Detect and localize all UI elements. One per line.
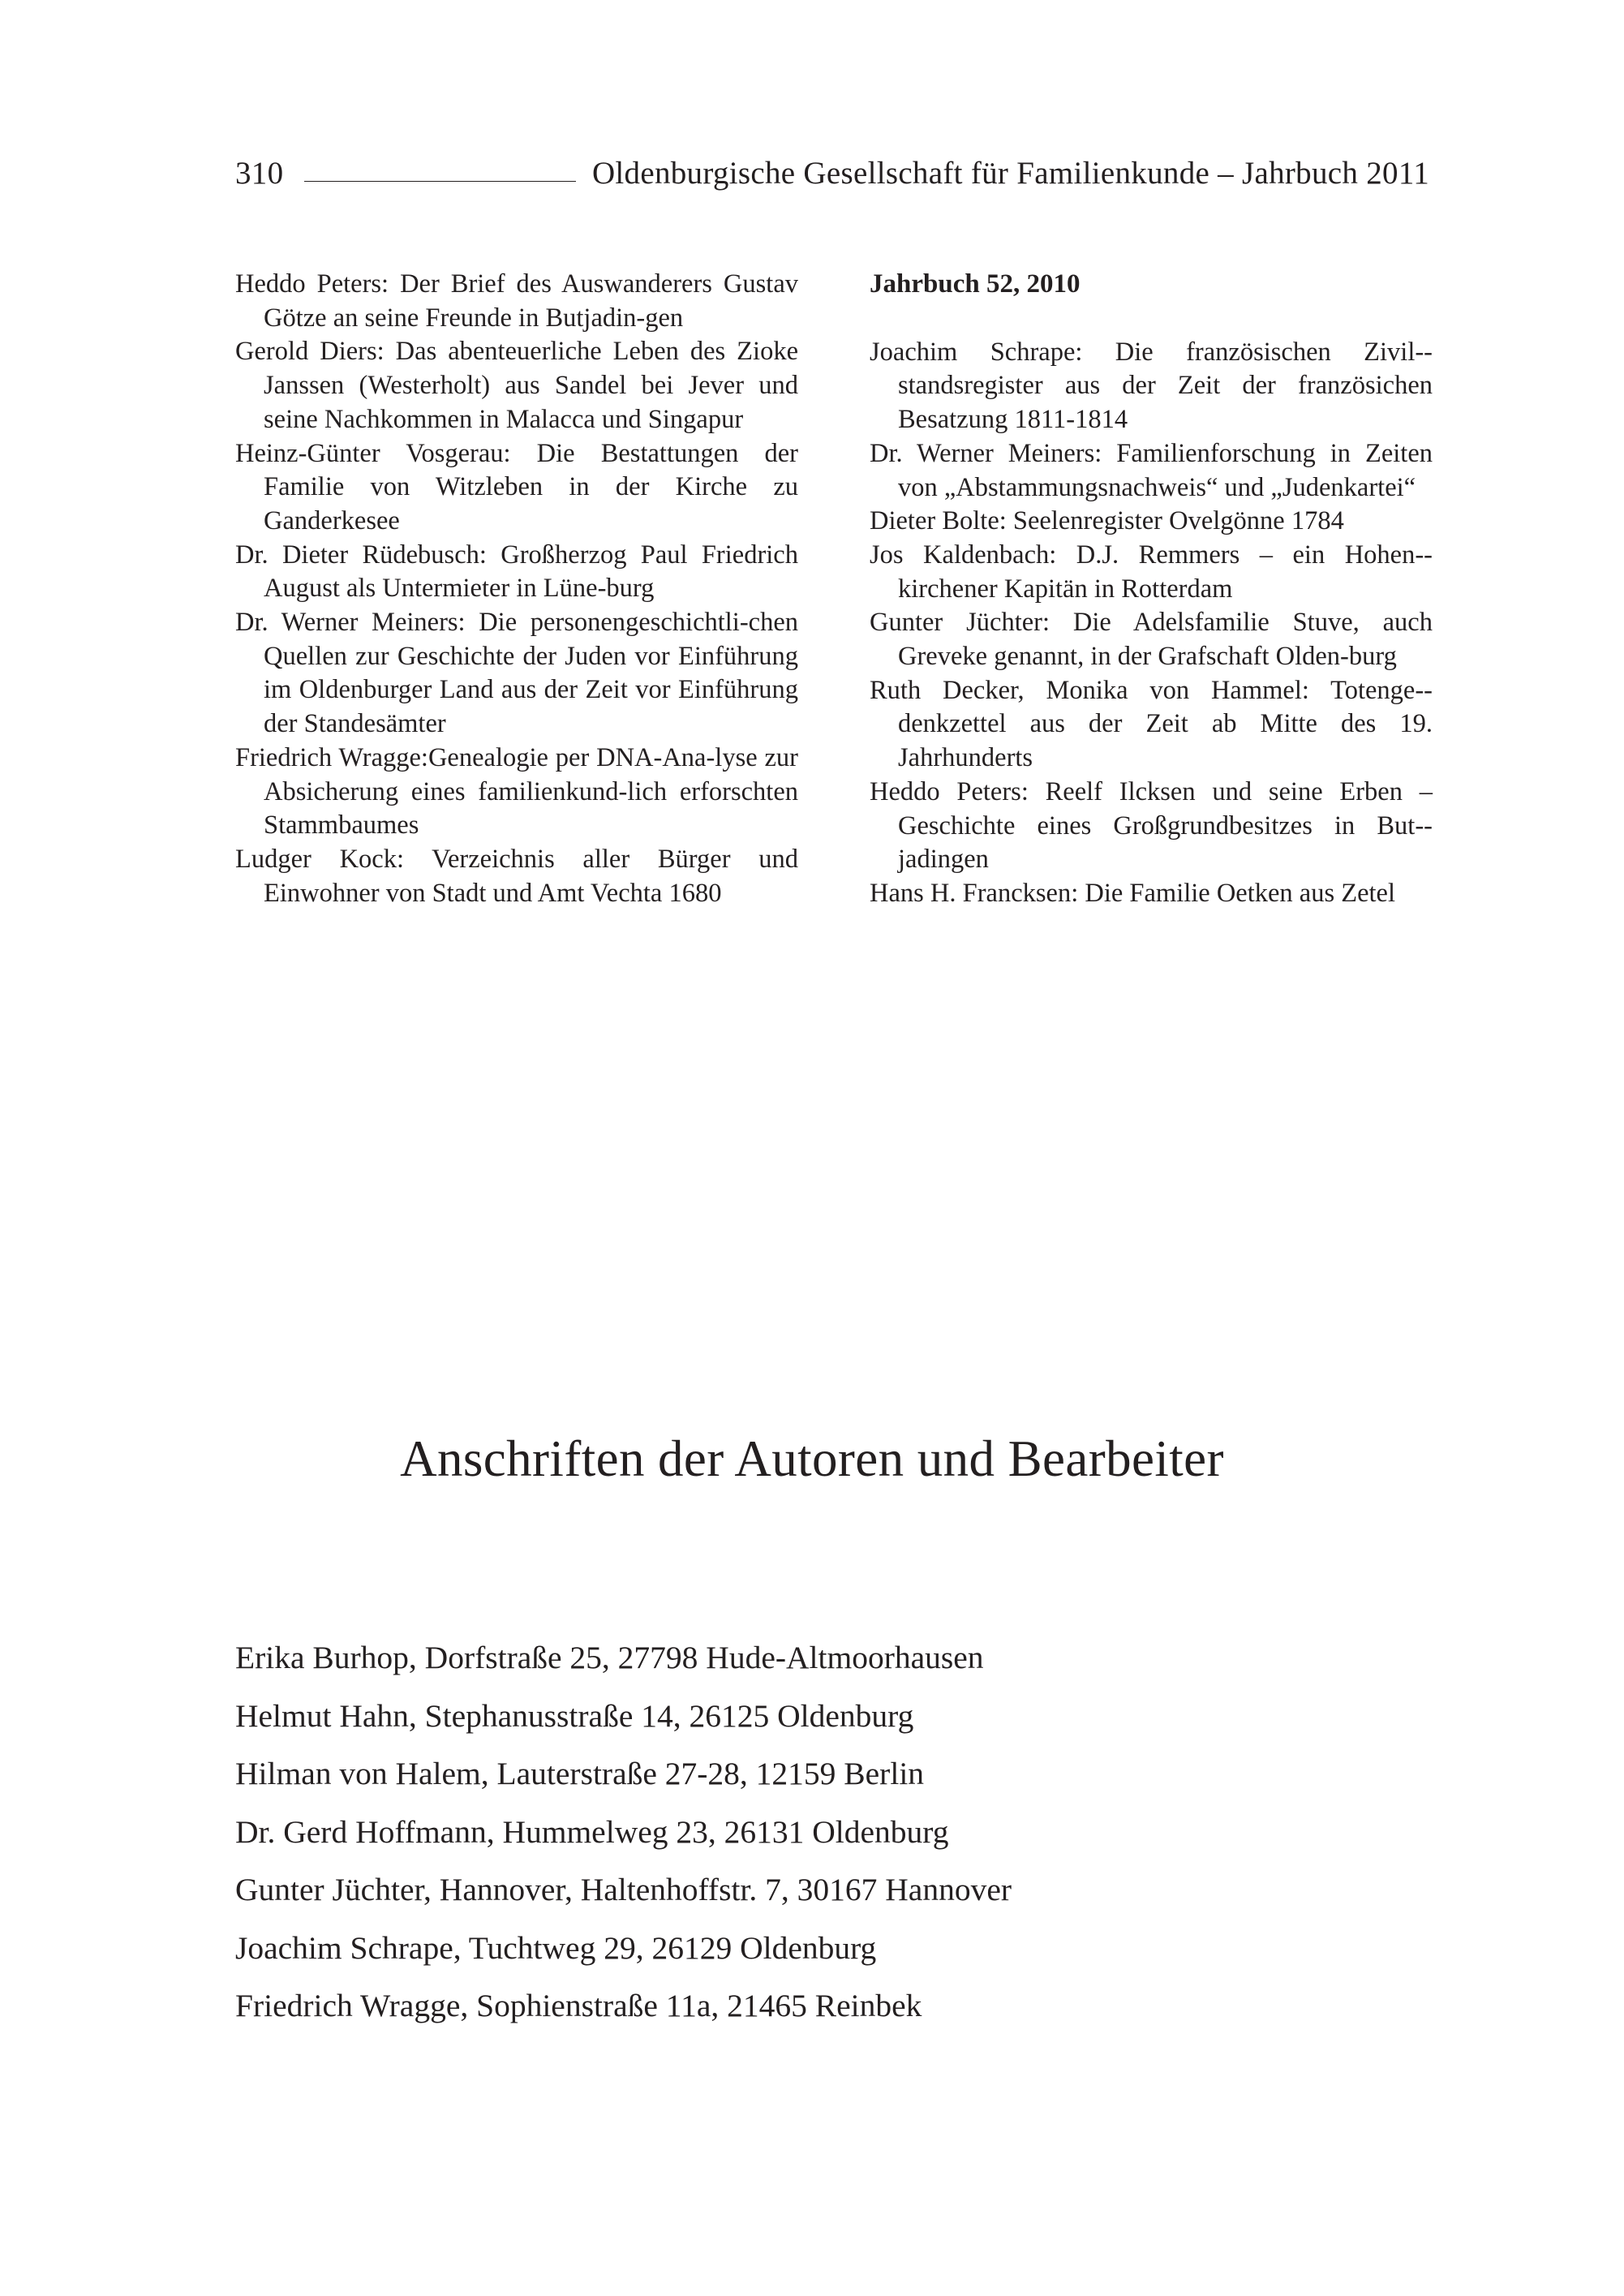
author-address: Friedrich Wragge, Sophienstraße 11a, 21465 Reinbek — [235, 1988, 922, 2023]
bibliography-entry: Gerold Diers: Das abenteuerliche Leben des Zioke Janssen (Westerholt) aus Sandel bei Jever und seine Nachkommen in Malacca und Singapur — [235, 337, 798, 434]
bibliography-entry: Ruth Decker, Monika von Hammel: Totenge-denkzettel aus der Zeit ab Mitte des 19. Jahrhunderts — [870, 675, 1433, 773]
bibliography-entry: Dr. Werner Meiners: Die personengeschichtli-chen Quellen zur Geschichte der Juden vor Einführung im Oldenburger Land aus der Zeit vor Einführung der Standesämter — [235, 608, 798, 739]
bibliography-entry: Joachim Schrape: Die französischen Zivil-standsregister aus der Zeit der französichen Besatzung 1811-1814 — [870, 337, 1433, 435]
header-rule — [304, 181, 576, 182]
running-head — [235, 151, 1429, 196]
bibliography-entry: Heddo Peters: Reelf Ilcksen und seine Erben – Geschichte eines Großgrundbesitzes in But-jadingen — [870, 776, 1433, 875]
yearbook-heading: Jahrbuch 52, 2010 — [870, 269, 1081, 299]
bibliography-entry: Jos Kaldenbach: D.J. Remmers – ein Hohen-kirchener Kapitän in Rotterdam — [870, 540, 1433, 604]
bibliography-entry: Ludger Kock: Verzeichnis aller Bürger und Einwohner von Stadt und Amt Vechta 1680 — [235, 844, 798, 908]
bibliography-entry: Heddo Peters: Der Brief des Auswanderers Gustav Götze an seine Freunde in Butjadin-gen — [235, 269, 798, 333]
bibliography-entry: Dr. Dieter Rüdebusch: Großherzog Paul Friedrich August als Untermieter in Lüne-burg — [235, 540, 798, 604]
author-address: Gunter Jüchter, Hannover, Haltenhoffstr. 7, 30167 Hannover — [235, 1872, 1012, 1907]
author-address: Helmut Hahn, Stephanusstraße 14, 26125 Oldenburg — [235, 1697, 914, 1734]
author-address: Dr. Gerd Hoffmann, Hummelweg 23, 26131 Oldenburg — [235, 1813, 949, 1850]
bibliography-entry: Hans H. Francksen: Die Familie Oetken aus Zetel — [870, 878, 1396, 908]
author-address: Joachim Schrape, Tuchtweg 29, 26129 Oldenburg — [235, 1929, 877, 1966]
author-address: Erika Burhop, Dorfstraße 25, 27798 Hude-Altmoorhausen — [235, 1640, 984, 1675]
bibliography-entry: Gunter Jüchter: Die Adelsfamilie Stuve, auch Greveke genannt, in der Grafschaft Olden-burg — [870, 608, 1433, 672]
author-address: Hilman von Halem, Lauterstraße 27-28, 12159 Berlin — [235, 1756, 925, 1791]
bibliography-entry: Heinz-Günter Vosgerau: Die Bestattungen der Familie von Witzleben in der Kirche zu Ganderkesee — [235, 438, 798, 535]
journal-title: Oldenburgische Gesellschaft für Familienkunde – Jahrbuch 2011 — [591, 156, 1429, 191]
left-column-bibliography — [235, 268, 798, 910]
right-column-bibliography — [870, 268, 1433, 911]
bibliography-entry: Dr. Werner Meiners: Familienforschung in Zeiten von „Abstammungsnachweis“ und „Judenkartei“ — [870, 438, 1433, 502]
author-address-list — [235, 1629, 1411, 2036]
bibliography-entry: Friedrich Wragge:Genealogie per DNA-Ana-lyse zur Absicherung eines familienkund-lich erforschten Stammbaumes — [235, 742, 798, 841]
page-number: 310 — [235, 156, 284, 191]
bibliography-entry: Dieter Bolte: Seelenregister Ovelgönne 1784 — [870, 506, 1344, 536]
section-title: Anschriften der Autoren und Bearbeiter — [400, 1430, 1224, 1487]
